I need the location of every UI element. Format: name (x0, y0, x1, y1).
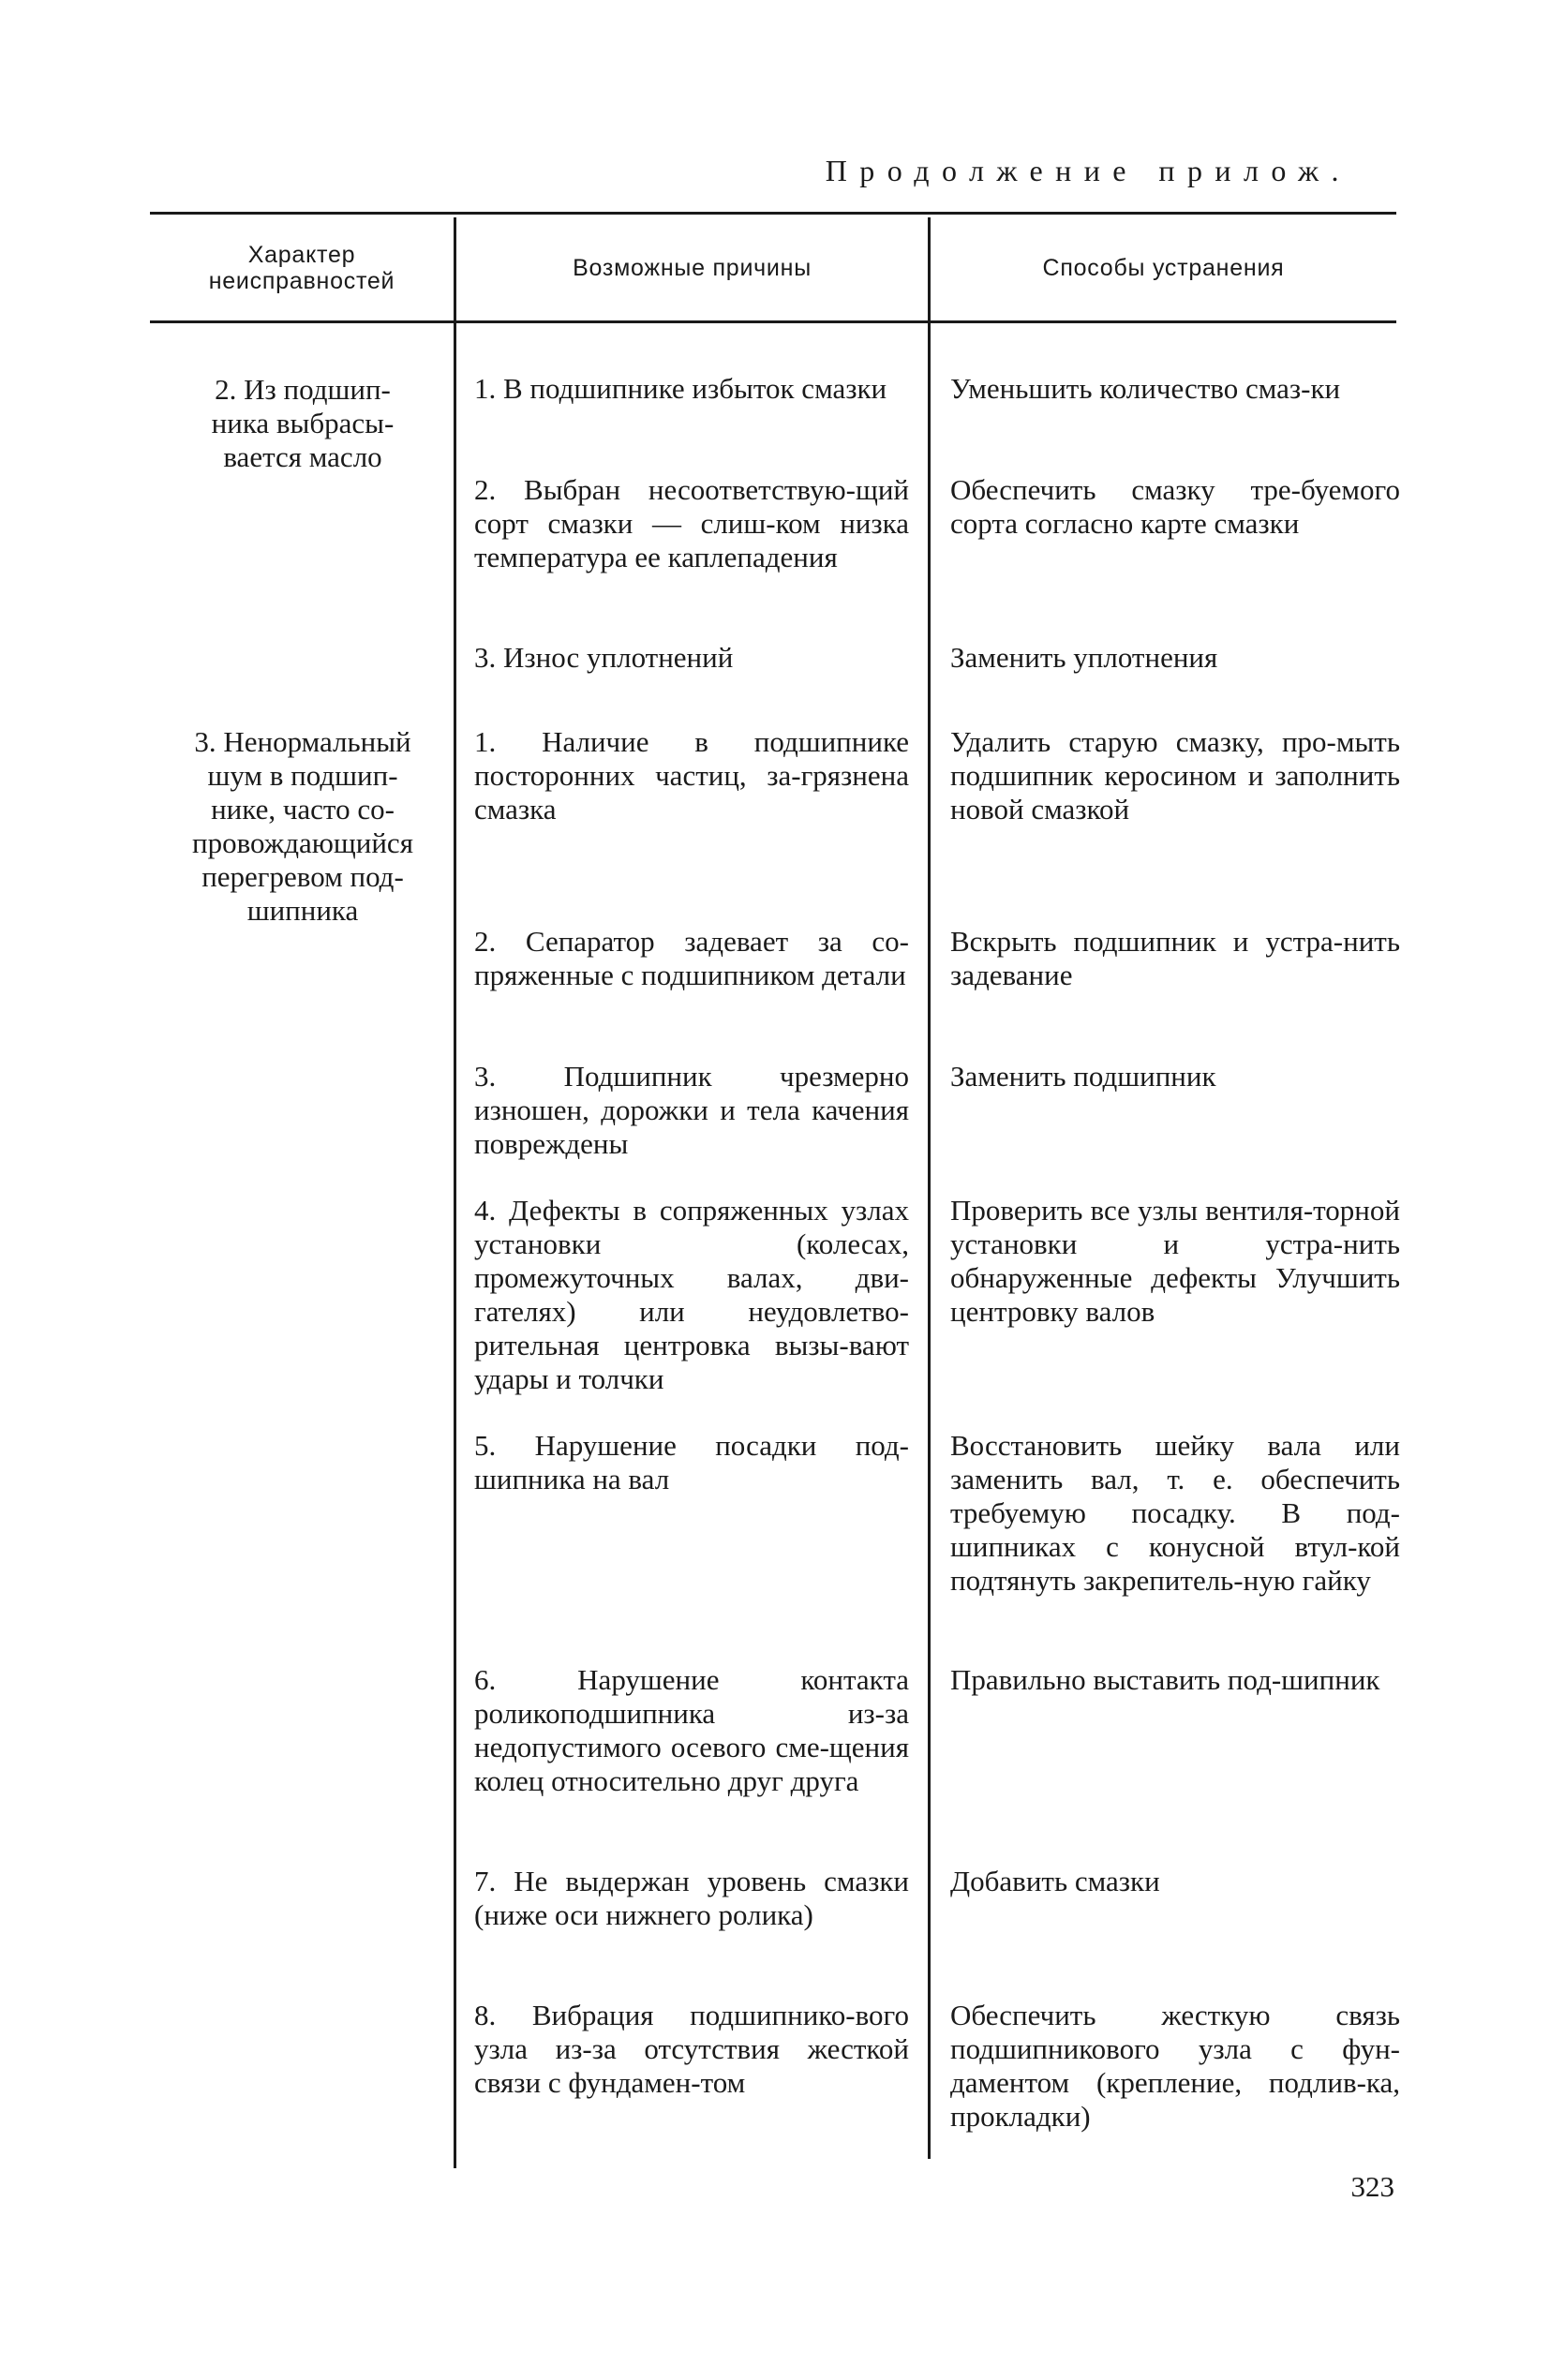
continuation-caption: Продолжение прилож. (825, 154, 1351, 187)
remedy-cell: Обеспечить смазку тре-буемого сорта согласно карте смазки (950, 473, 1400, 540)
page-number: 323 (1350, 2170, 1394, 2203)
column-divider-1 (454, 217, 456, 2168)
fault-cell: 2. Из подшип- ника выбрасы- вается масло (211, 373, 395, 473)
cause-cell: 3. Подшипник чрезмерно изношен, дорожки и тела качения повреждены (474, 1060, 909, 1160)
remedy-cell: Заменить уплотнения (950, 641, 1218, 674)
cause-cell: 2. Сепаратор задевает за со-пряженные с подшипником детали (474, 925, 909, 991)
remedy-cell: Восстановить шейку вала или заменить вал, т. е. обеспечить требуемую посадку. В под-шипниках с конусной втул-кой подтянуть закрепитель-ную гайку (950, 1429, 1400, 1597)
column-header-causes: Возможные причины (573, 255, 812, 281)
remedy-cell: Удалить старую смазку, про-мыть подшипник керосином и заполнить новой смазкой (950, 725, 1400, 826)
cause-cell: 4. Дефекты в сопряженных узлах установки (колесах, промежуточных валах, дви-гателях) или неудовлетво-рительная центровка вызы-вают удары и толчки (474, 1194, 909, 1395)
table-header-rule (150, 320, 1396, 323)
column-divider-2 (928, 217, 931, 2159)
cause-cell: 7. Не выдержан уровень смазки (ниже оси нижнего ролика) (474, 1865, 909, 1931)
column-header-remedies: Способы устранения (1042, 255, 1285, 281)
cause-cell: 6. Нарушение контакта роликоподшипника из-за недопустимого осевого сме-щения колец относительно друг друга (474, 1663, 909, 1797)
remedy-cell: Правильно выставить под-шипник (950, 1663, 1380, 1696)
fault-cell: 3. Ненормальный шум в подшип- нике, часто со- провождающийся перегревом под- шипника (192, 725, 413, 927)
cause-cell: 3. Износ уплотнений (474, 641, 734, 674)
table-top-rule (150, 212, 1396, 215)
remedy-cell: Вскрыть подшипник и устра-нить задевание (950, 925, 1400, 991)
remedy-cell: Проверить все узлы вентиля-торной установки и устра-нить обнаруженные дефекты Улучшить центровку валов (950, 1194, 1400, 1328)
cause-cell: 1. В подшипнике избыток смазки (474, 372, 887, 405)
remedy-cell: Заменить подшипник (950, 1060, 1216, 1093)
cause-cell: 2. Выбран несоответствую-щий сорт смазки — слиш-ком низка температура ее каплепадения (474, 473, 909, 573)
cause-cell: 8. Вибрация подшипнико-вого узла из-за отсутствия жесткой связи с фундамен-том (474, 1999, 909, 2099)
cause-cell: 5. Нарушение посадки под-шипника на вал (474, 1429, 909, 1495)
cause-cell: 1. Наличие в подшипнике посторонних частиц, за-грязнена смазка (474, 725, 909, 826)
column-header-fault: Характер неисправностей (208, 242, 395, 294)
remedy-cell: Добавить смазки (950, 1865, 1160, 1897)
remedy-cell: Уменьшить количество смаз-ки (950, 372, 1341, 405)
remedy-cell: Обеспечить жесткую связь подшипникового узла с фун-даментом (крепление, подлив-ка, прокладки) (950, 1999, 1400, 2133)
